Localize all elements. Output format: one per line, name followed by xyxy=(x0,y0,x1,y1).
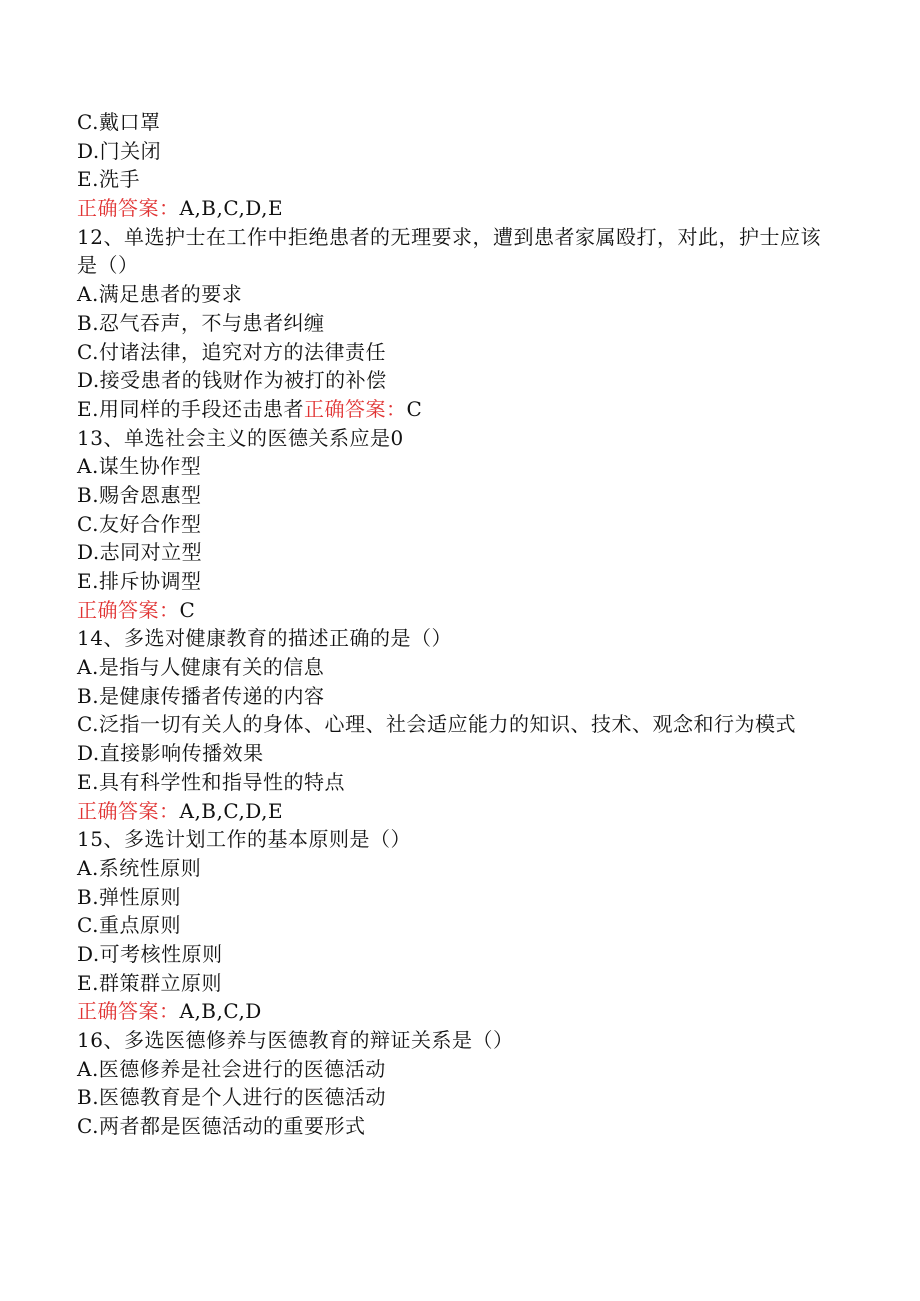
option-d: D.门关闭 xyxy=(77,138,162,163)
option-a: A.是指与人健康有关的信息 xyxy=(77,655,325,680)
answer-line xyxy=(77,194,822,223)
option-d: D.接受患者的钱财作为被打的补偿 xyxy=(77,368,387,393)
answer-label: 正确答案： xyxy=(77,798,180,823)
answer-value: A,B,C,D,E xyxy=(179,798,284,823)
option-c: C.两者都是医德活动的重要形式 xyxy=(77,1114,366,1139)
option-c: C.重点原则 xyxy=(77,913,181,938)
option-c: C.友好合作型 xyxy=(77,511,202,536)
option-e-with-answer xyxy=(77,395,822,424)
answer-label: 正确答案： xyxy=(77,999,180,1024)
question-stem: 12、单选护士在工作中拒绝患者的无理要求，遭到患者家属殴打，对此，护士应该是（） xyxy=(77,224,821,278)
answer-value: C xyxy=(179,597,196,622)
answer-value: C xyxy=(406,396,423,421)
answer-line xyxy=(77,997,822,1026)
option-e: E.洗手 xyxy=(77,167,140,192)
answer-line xyxy=(77,596,822,625)
answer-value: A,B,C,D xyxy=(179,999,262,1024)
question-document xyxy=(77,108,822,1141)
option-a: A.系统性原则 xyxy=(77,855,202,880)
option-b: B.忍气吞声，不与患者纠缠 xyxy=(77,310,325,335)
option-b: B.医德教育是个人进行的医德活动 xyxy=(77,1085,387,1110)
option-e: E.用同样的手段还击患者 xyxy=(77,396,304,421)
option-a: A.满足患者的要求 xyxy=(77,282,243,307)
answer-label: 正确答案： xyxy=(77,597,180,622)
option-e: E.具有科学性和指导性的特点 xyxy=(77,769,345,794)
option-c: C.戴口罩 xyxy=(77,110,161,134)
option-d: D.直接影响传播效果 xyxy=(77,741,264,766)
option-b: B.弹性原则 xyxy=(77,884,182,909)
question-stem: 15、多选计划工作的基本原则是（） xyxy=(77,827,411,852)
answer-label: 正确答案： xyxy=(77,196,180,221)
question-stem: 16、多选医德修养与医德教育的辩证关系是（） xyxy=(77,1028,514,1053)
option-b: B.赐舍恩惠型 xyxy=(77,482,202,507)
option-a: A.谋生协作型 xyxy=(77,454,202,479)
answer-label: 正确答案： xyxy=(303,396,407,421)
option-c: C.泛指一切有关人的身体、心理、社会适应能力的知识、技术、观念和行为模式 xyxy=(77,712,796,737)
option-d: D.志同对立型 xyxy=(77,540,203,565)
question-stem: 13、单选社会主义的医德关系应是0 xyxy=(77,425,404,450)
option-e: E.群策群立原则 xyxy=(77,970,222,995)
answer-line xyxy=(77,797,822,826)
question-stem: 14、多选对健康教育的描述正确的是（） xyxy=(77,626,452,651)
option-a: A.医德修养是社会进行的医德活动 xyxy=(77,1056,386,1081)
option-e: E.排斥协调型 xyxy=(77,569,202,594)
answer-value: A,B,C,D,E xyxy=(179,196,284,221)
option-b: B.是健康传播者传递的内容 xyxy=(77,683,325,708)
option-d: D.可考核性原则 xyxy=(77,941,223,966)
option-c: C.付诸法律，追究对方的法律责任 xyxy=(77,339,386,364)
